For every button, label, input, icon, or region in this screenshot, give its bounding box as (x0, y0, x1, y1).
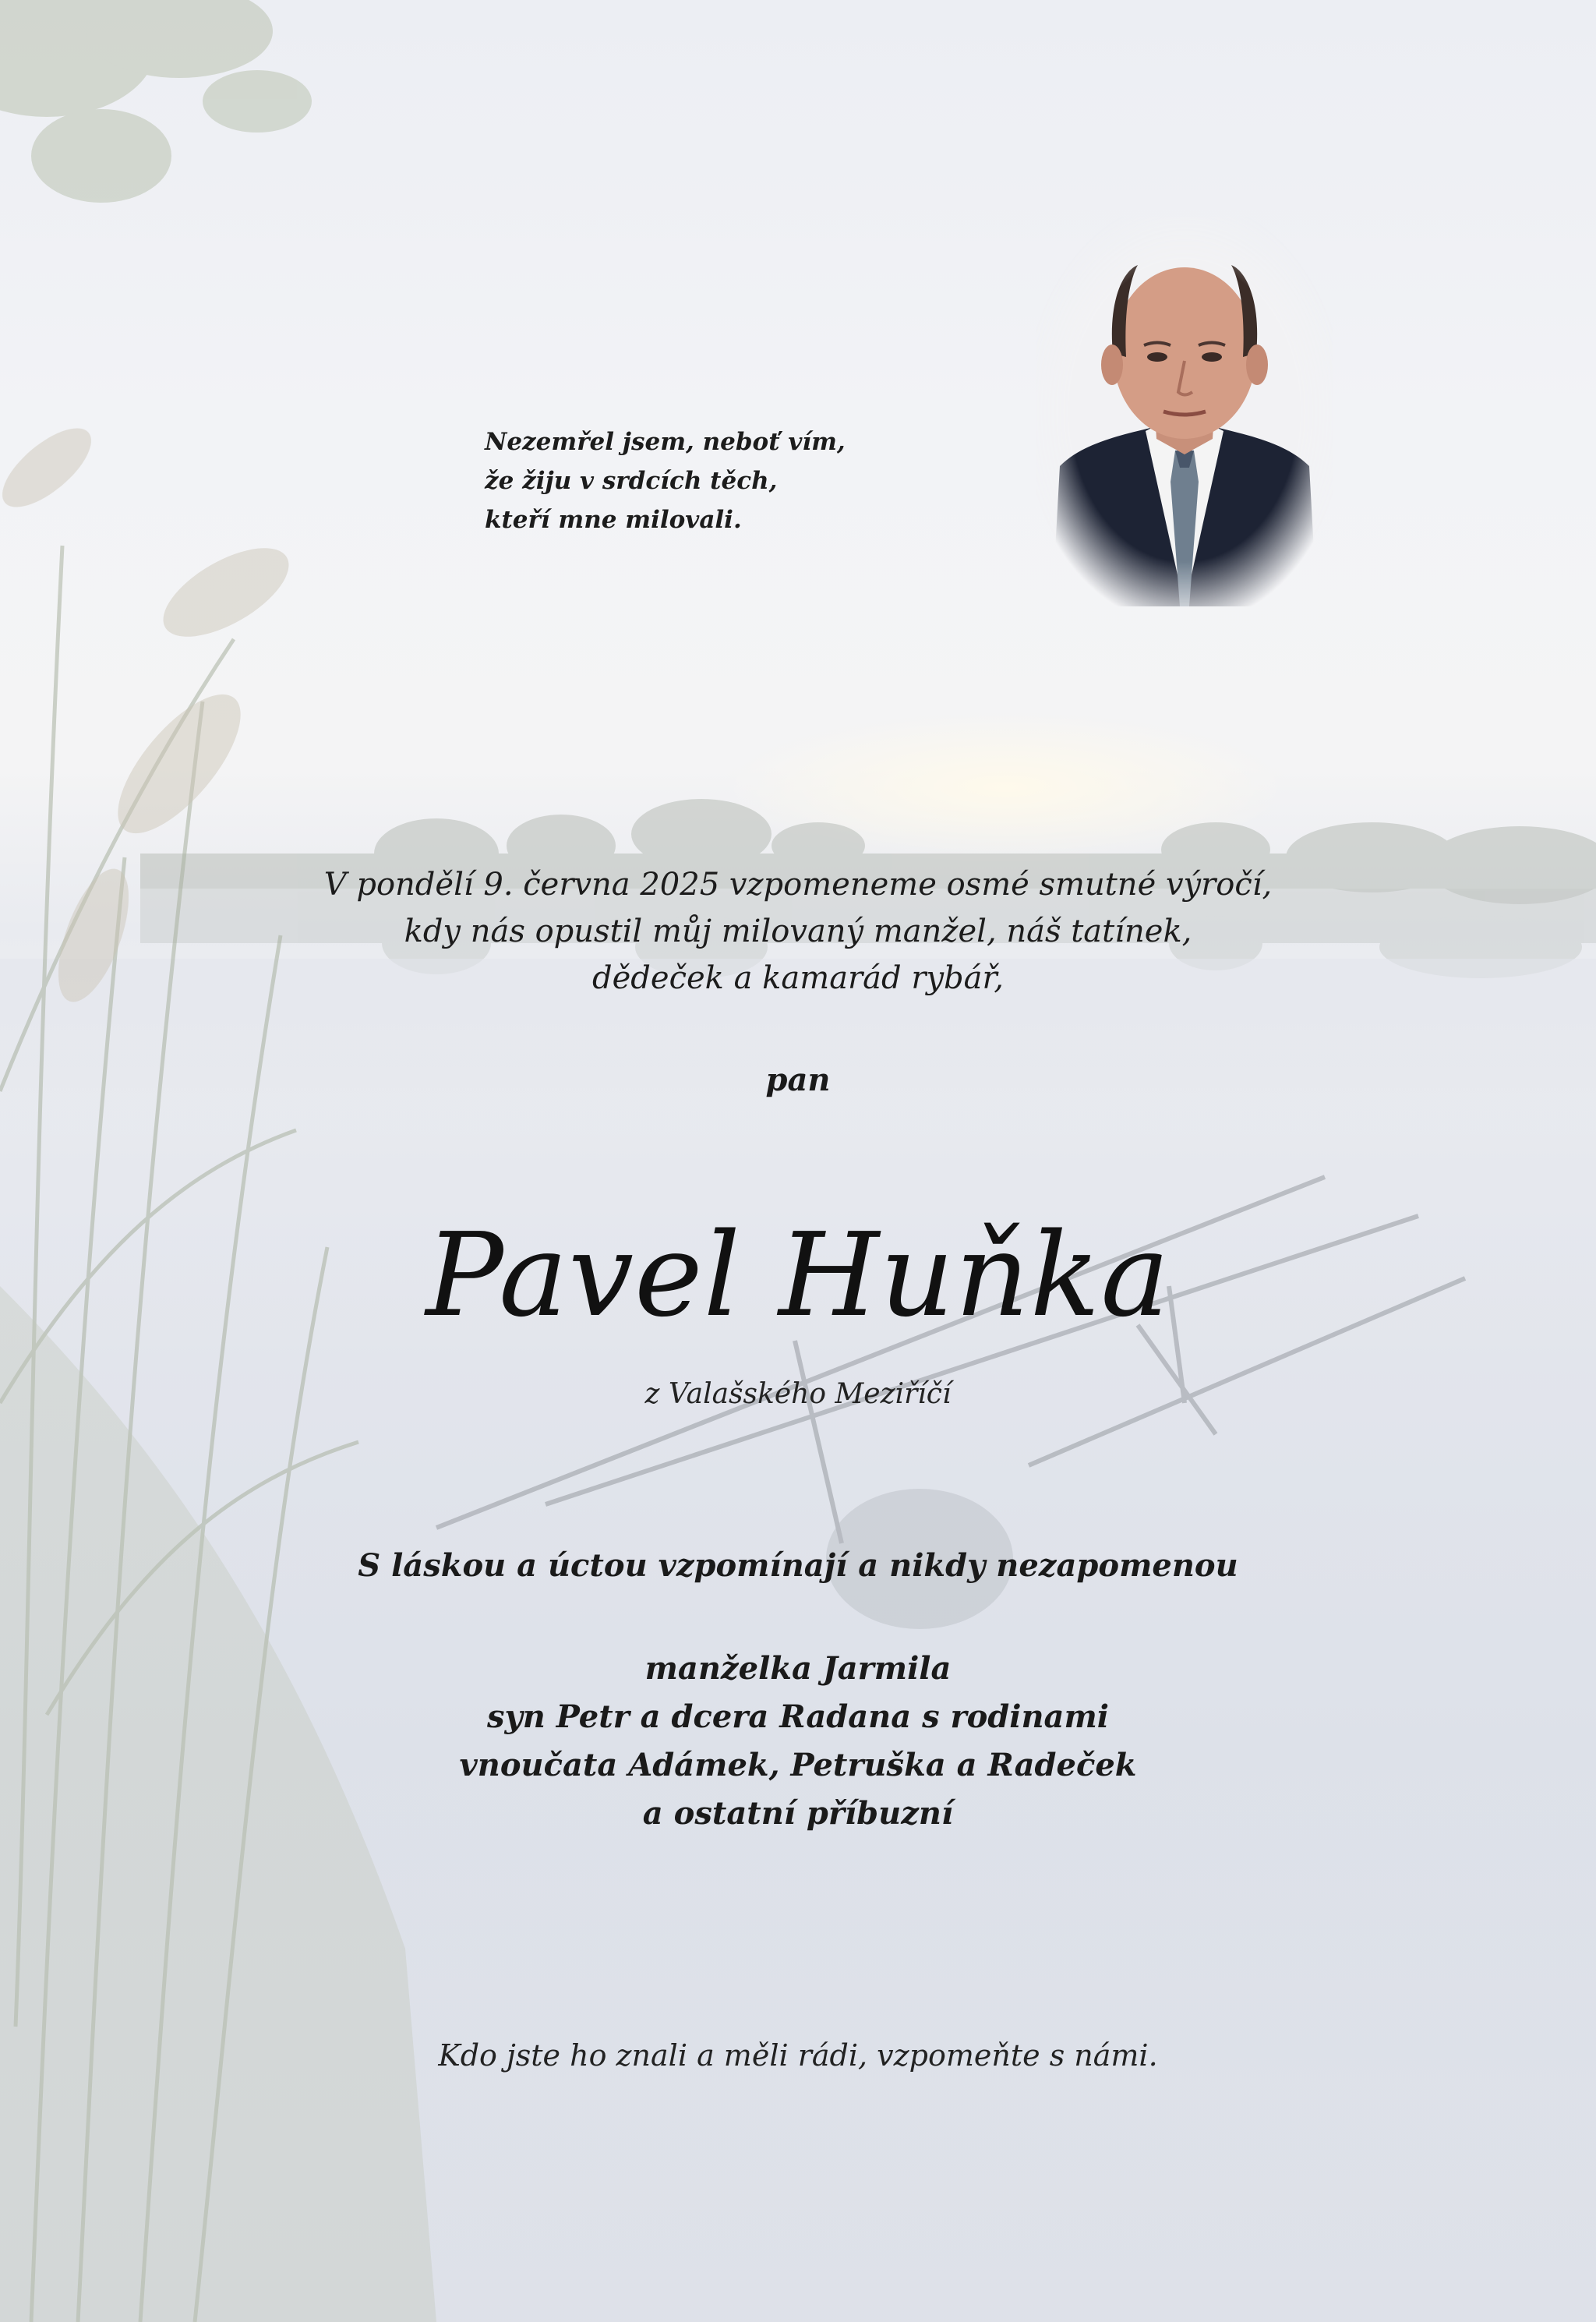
remembrance-line: S láskou a úctou vzpomínají a nikdy nezapomenou (358, 1547, 1238, 1584)
verse-line: Nezemřel jsem, neboť vím, (485, 428, 846, 456)
family-member: a ostatní příbuzní (642, 1795, 954, 1832)
deceased-name: Pavel Huňka (425, 1208, 1171, 1342)
intro-line: dědeček a kamarád rybář, (592, 960, 1004, 996)
foliage-top-left (0, 0, 312, 203)
family-member: manželka Jarmila (644, 1650, 952, 1687)
family-list (0, 1645, 1596, 1838)
intro-line: kdy nás opustil můj milovaný manžel, náš tatínek, (404, 914, 1192, 949)
closing-line: Kdo jste ho znali a měli rádi, vzpomeňte s námi. (438, 2038, 1158, 2073)
verse-line: kteří mne milovali. (485, 506, 742, 534)
salutation: pan (765, 1062, 831, 1098)
intro-line: V pondělí 9. června 2025 vzpomeneme osmé smutné výročí, (323, 867, 1273, 903)
portrait-photo (1036, 217, 1333, 606)
family-member: vnoučata Adámek, Petruška a Radeček (459, 1747, 1137, 1783)
hometown: z Valašského Meziříčí (644, 1378, 952, 1410)
portrait-image (1036, 217, 1333, 606)
family-member: syn Petr a dcera Radana s rodinami (486, 1698, 1109, 1735)
verse-line: že žiju v srdcích těch, (485, 467, 778, 495)
memorial-verse (485, 422, 890, 539)
anniversary-intro (0, 861, 1596, 1002)
